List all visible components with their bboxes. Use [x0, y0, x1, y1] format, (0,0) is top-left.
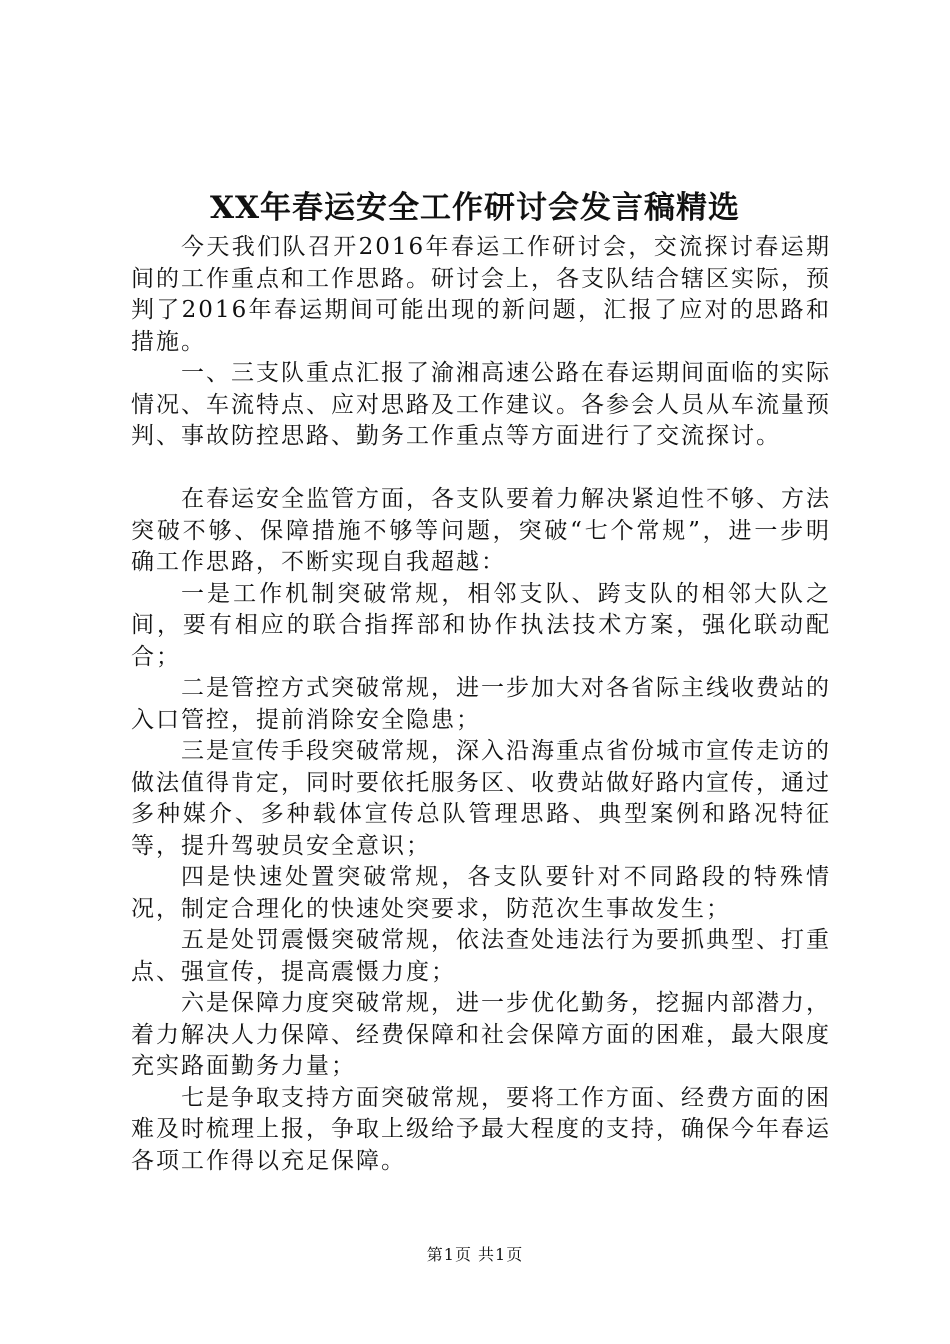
document-body [131, 232, 831, 1177]
paragraph: 七是争取支持方面突破常规，要将工作方面、经费方面的困难及时梳理上报，争取上级给予最大程度的支持，确保今年春运各项工作得以充足保障。 [131, 1084, 831, 1174]
paragraph: 三是宣传手段突破常规，深入沿海重点省份城市宣传走访的做法值得肯定，同时要依托服务区、收费站做好路内宣传，通过多种媒介、多种载体宣传总队管理思路、典型案例和路况特征等，提升驾驶员安全意识； [131, 738, 831, 859]
page-number-footer: 第1页 共1页 [426, 1245, 524, 1264]
paragraph: 今天我们队召开2016年春运工作研讨会，交流探讨春运期间的工作重点和工作思路。研讨会上，各支队结合辖区实际，预判了2016年春运期间可能出现的新问题，汇报了应对的思路和措施。 [131, 234, 831, 355]
paragraph: 一是工作机制突破常规，相邻支队、跨支队的相邻大队之间，要有相应的联合指挥部和协作执法技术方案，强化联动配合； [131, 580, 831, 670]
paragraph: 五是处罚震慑突破常规，依法查处违法行为要抓典型、打重点、强宣传，提高震慑力度； [131, 927, 831, 985]
paragraph: 四是快速处置突破常规，各支队要针对不同路段的特殊情况，制定合理化的快速处突要求，防范次生事故发生； [131, 864, 831, 922]
paragraph: 六是保障力度突破常规，进一步优化勤务，挖掘内部潜力，着力解决人力保障、经费保障和社会保障方面的困难，最大限度充实路面勤务力量； [131, 990, 831, 1079]
document-title: XX年春运安全工作研讨会发言稿精选 [209, 190, 741, 226]
paragraph: 在春运安全监管方面，各支队要着力解决紧迫性不够、方法突破不够、保障措施不够等问题，突破“七个常规”，进一步明确工作思路，不断实现自我超越： [131, 486, 831, 575]
paragraph: 一、三支队重点汇报了渝湘高速公路在春运期间面临的实际情况、车流特点、应对思路及工作建议。各参会人员从车流量预判、事故防控思路、勤务工作重点等方面进行了交流探讨。 [131, 360, 831, 449]
paragraph: 二是管控方式突破常规，进一步加大对各省际主线收费站的入口管控，提前消除安全隐患； [131, 675, 831, 733]
